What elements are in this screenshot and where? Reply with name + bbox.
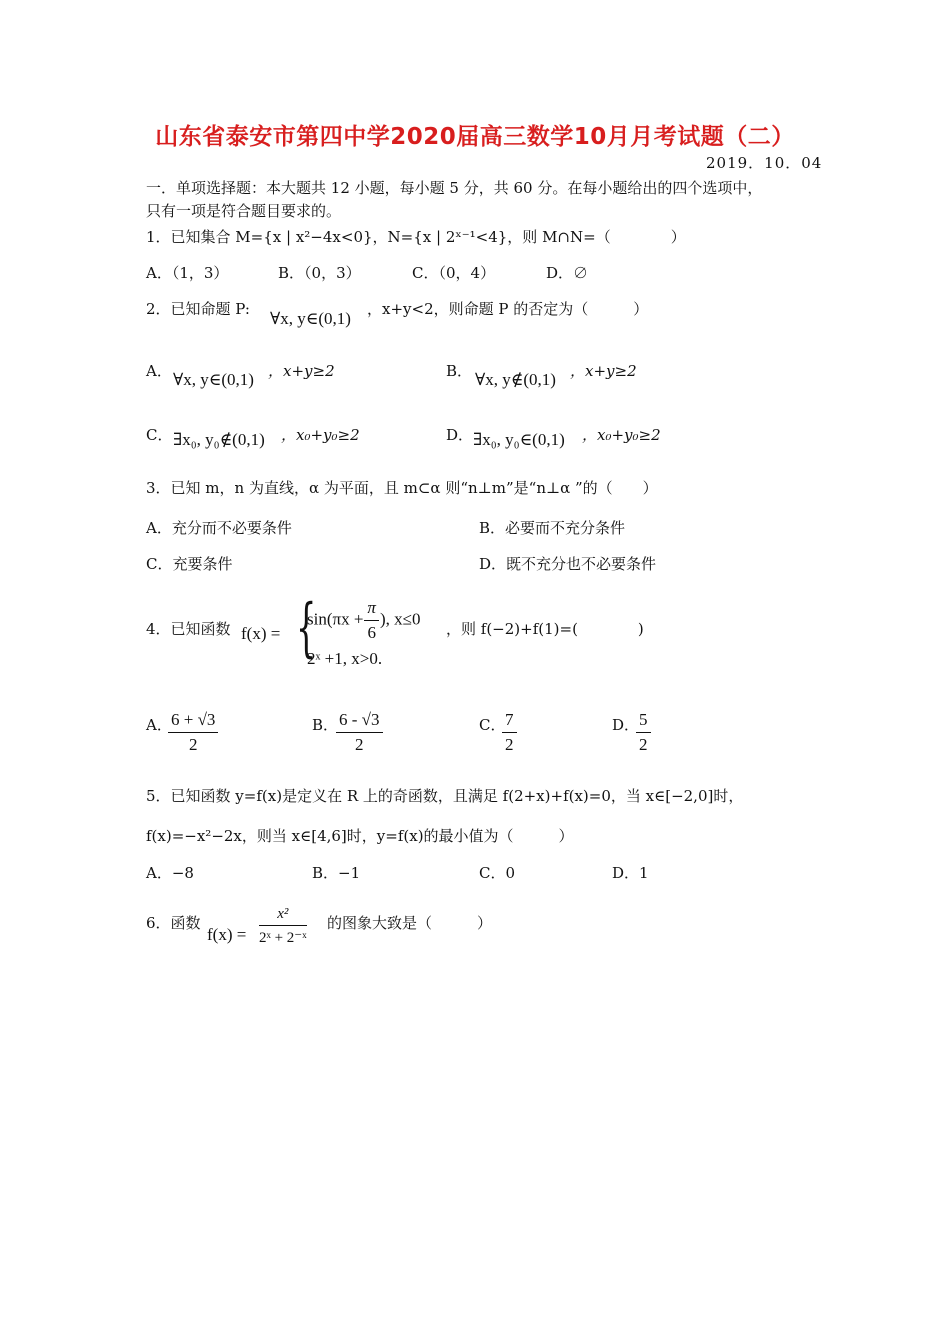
q2-option-a-math: ∀x, y∈(0,1) [173, 370, 254, 389]
q5-stem-line2: f(x)=−x²−2x，则当 x∈[4,6]时，y=f(x)的最小值为（ ） [146, 827, 574, 845]
q2-option-d-tail: ，x₀+y₀≥2 [582, 426, 661, 444]
q5-option-a: A．−8 [146, 864, 194, 882]
q2-option-a-tail: ，x+y≥2 [268, 362, 335, 380]
q4-suffix: ，则 f(−2)+f(1)=( ) [446, 620, 644, 638]
q2-option-c-tail: ，x₀+y₀≥2 [281, 426, 360, 444]
q5-stem-line1: 5．已知函数 y=f(x)是定义在 R 上的奇函数，且满足 f(2+x)+f(x)=0，当 x∈[−2,0]时， [146, 787, 744, 805]
q2-option-d-label: D． [446, 426, 474, 444]
q5-option-d: D．1 [612, 864, 649, 882]
q2-option-c-math: ∃x₀, y₀∉(0,1) [173, 430, 265, 449]
q5-option-c: C．0 [479, 864, 516, 882]
q2-option-b-label: B． [446, 362, 473, 380]
section-instruction-line1: 一．单项选择题：本大题共 12 小题，每小题 5 分，共 60 分。在每小题给出的四个选项中， [146, 179, 763, 197]
q6-function-name: f(x) = [207, 925, 247, 944]
q3-option-c: C．充要条件 [146, 555, 233, 573]
q4-prefix: 4．已知函数 [146, 620, 231, 638]
q5-option-b: B．−1 [312, 864, 361, 882]
q3-option-a: A．充分而不必要条件 [146, 519, 292, 537]
q3-stem: 3．已知 m，n 为直线，α 为平面，且 m⊂α 则“n⊥m”是“n⊥α ”的（ ） [146, 479, 658, 497]
section-instruction-line2: 只有一项是符合题目要求的。 [146, 202, 342, 220]
q2-option-b-math: ∀x, y∉(0,1) [475, 370, 556, 389]
q4-option-a-label: A． [146, 716, 172, 734]
q1-option-b: B．（0，3） [278, 264, 361, 282]
exam-date: 2019．10．04 [706, 154, 823, 172]
q4-option-d-label: D． [612, 716, 640, 734]
q2-stem-math: ∀x, y∈(0,1) [270, 309, 351, 328]
q4-option-d: $\frac{5}{2}$ [636, 710, 651, 755]
q6-suffix: 的图象大致是（ ） [327, 914, 493, 932]
q1-option-c: C．（0，4） [412, 264, 496, 282]
q1-option-a: A．（1，3） [146, 264, 229, 282]
q3-option-b: B．必要而不充分条件 [479, 519, 626, 537]
q4-function-name: f(x) = [241, 624, 281, 643]
q2-stem-suffix: ，x+y<2，则命题 P 的否定为（ ） [367, 300, 649, 318]
q6-fraction: $\frac{\text{x²}}{\text{2ˣ + 2⁻ˣ}}$ [259, 906, 307, 946]
q4-brace: { [296, 591, 317, 665]
q3-option-d: D．既不充分也不必要条件 [479, 555, 657, 573]
q4-option-a: $\frac{6 + √3}{2}$ [168, 710, 218, 755]
q2-option-c-label: C． [146, 426, 173, 444]
q2-stem-prefix: 2．已知命题 P: [146, 300, 250, 318]
q2-option-b-tail: ，x+y≥2 [570, 362, 637, 380]
q4-case1: sin(πx + $\frac{\pi}{6}$ ), x≤0 [307, 598, 421, 642]
q1-stem: 1．已知集合 M={x | x²−4x<0}，N={x | 2ˣ⁻¹<4}，则 M∩N=（ ） [146, 228, 686, 246]
q4-option-c-label: C． [479, 716, 506, 734]
q2-option-d-math: ∃x₀, y₀∈(0,1) [473, 430, 565, 449]
q4-option-c: $\frac{7}{2}$ [502, 710, 517, 755]
page-title: 山东省泰安市第四中学2020届高三数学10月月考试题（二） [155, 124, 795, 150]
q4-option-b: $\frac{6 - √3}{2}$ [336, 710, 383, 755]
q4-case2: 2ˣ +1, x>0. [307, 649, 383, 668]
q1-option-d: D．∅ [546, 264, 589, 282]
q2-option-a-label: A． [146, 362, 172, 380]
q6-prefix: 6．函数 [146, 914, 201, 932]
q4-option-b-label: B． [312, 716, 339, 734]
